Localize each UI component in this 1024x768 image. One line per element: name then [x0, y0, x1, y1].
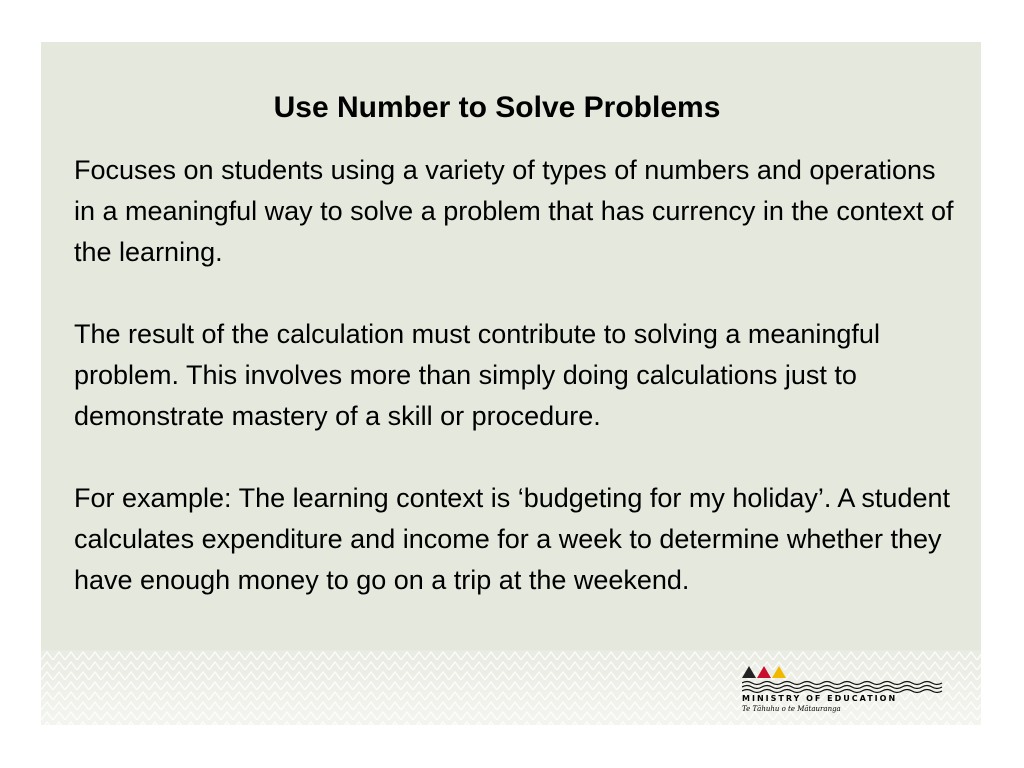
- paragraph-definition: Focuses on students using a variety of types of numbers and operations in a meaningful way to solve a problem that has currency in the context of the learning.: [74, 155, 954, 267]
- ministry-logo: [738, 664, 953, 716]
- logo-subtitle: Te Tāhuhu o te Mātauranga: [742, 705, 841, 713]
- logo-waves-icon: [742, 680, 947, 694]
- slide-title: Use Number to Solve Problems: [273, 91, 721, 124]
- logo-name: MINISTRY OF EDUCATION: [742, 694, 898, 703]
- logo-triangles-icon: [742, 664, 792, 678]
- slide: [41, 42, 981, 725]
- slide-body: [74, 150, 954, 642]
- paragraph-example: For example: The learning context is ‘budgeting for my holiday’. A student calculates expenditure and income for a week to determine whether they have enough money to go on a trip at the weekend.: [74, 483, 950, 595]
- paragraph-requirement: The result of the calculation must contribute to solving a meaningful problem. This involves more than simply doing calculations just to demonstrate mastery of a skill or procedure.: [74, 319, 880, 431]
